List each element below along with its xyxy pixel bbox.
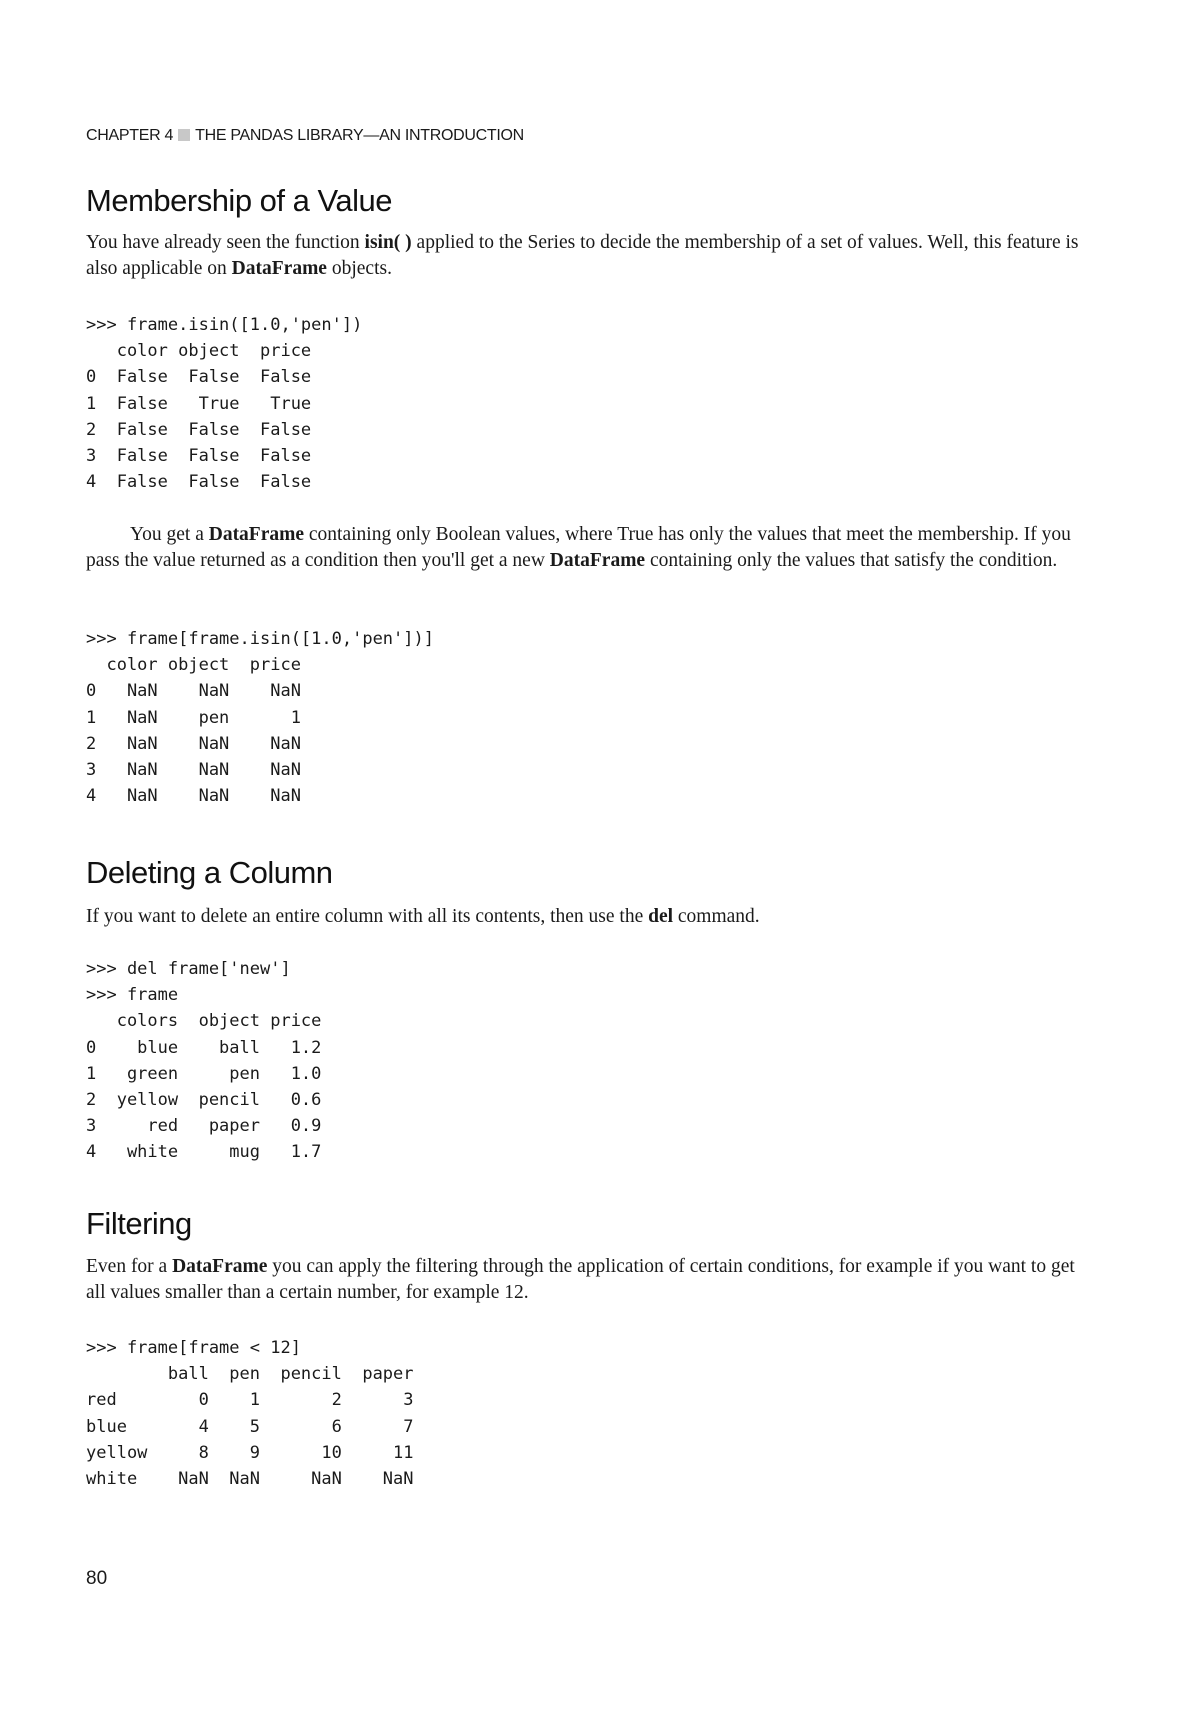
chapter-label: CHAPTER 4 <box>86 127 174 144</box>
section-heading-filtering: Filtering <box>86 1206 192 1241</box>
code-term: DataFrame <box>208 524 305 545</box>
paragraph-delete-column: If you want to delete an entire column with all its contents, then use the del command. <box>86 906 760 927</box>
chapter-title: THE PANDAS LIBRARY—AN INTRODUCTION <box>195 127 524 144</box>
code-term: isin( ) <box>364 232 412 253</box>
code-block-isin-filter: >>> frame[frame.isin([1.0,'pen'])] color object price 0 NaN NaN NaN 1 NaN pen 1 2 NaN NaN NaN 3 NaN NaN NaN 4 NaN NaN NaN <box>86 629 434 807</box>
running-header <box>86 127 524 145</box>
paragraph-filtering: Even for a DataFrame you can apply the filtering through the application of certain conditions, for example if you want to get all values smaller than a certain number, for example 12. <box>86 1256 1075 1303</box>
code-block-del: >>> del frame['new'] >>> frame colors object price 0 blue ball 1.2 1 green pen 1.0 2 yellow pencil 0.6 3 red paper 0.9 4 white mug 1.7 <box>86 959 322 1163</box>
code-term: del <box>648 906 674 927</box>
code-block-filter: >>> frame[frame < 12] ball pen pencil paper red 0 1 2 3 blue 4 5 6 7 yellow 8 9 10 11 white NaN NaN NaN NaN <box>86 1338 414 1490</box>
paragraph-boolean-result: You get a DataFrame containing only Boolean values, where True has only the values that meet the membership. If you pass the value returned as a condition then you'll get a new DataFrame containing only the values that satisfy the condition. <box>86 524 1071 571</box>
header-separator <box>178 129 190 141</box>
page-number: 80 <box>86 1568 108 1589</box>
section-heading-deleting-column: Deleting a Column <box>86 855 333 890</box>
code-term: DataFrame <box>172 1256 268 1277</box>
paragraph-membership-intro: You have already seen the function isin( ) applied to the Series to decide the membership of a set of values. Well, this feature is also applicable on DataFrame objects. <box>86 232 1079 279</box>
code-term: DataFrame <box>231 258 327 279</box>
code-term: DataFrame <box>549 550 646 571</box>
section-heading-membership: Membership of a Value <box>86 183 392 218</box>
code-block-isin: >>> frame.isin([1.0,'pen']) color object price 0 False False False 1 False True True 2 False False False 3 False False False 4 False False False <box>86 315 363 493</box>
